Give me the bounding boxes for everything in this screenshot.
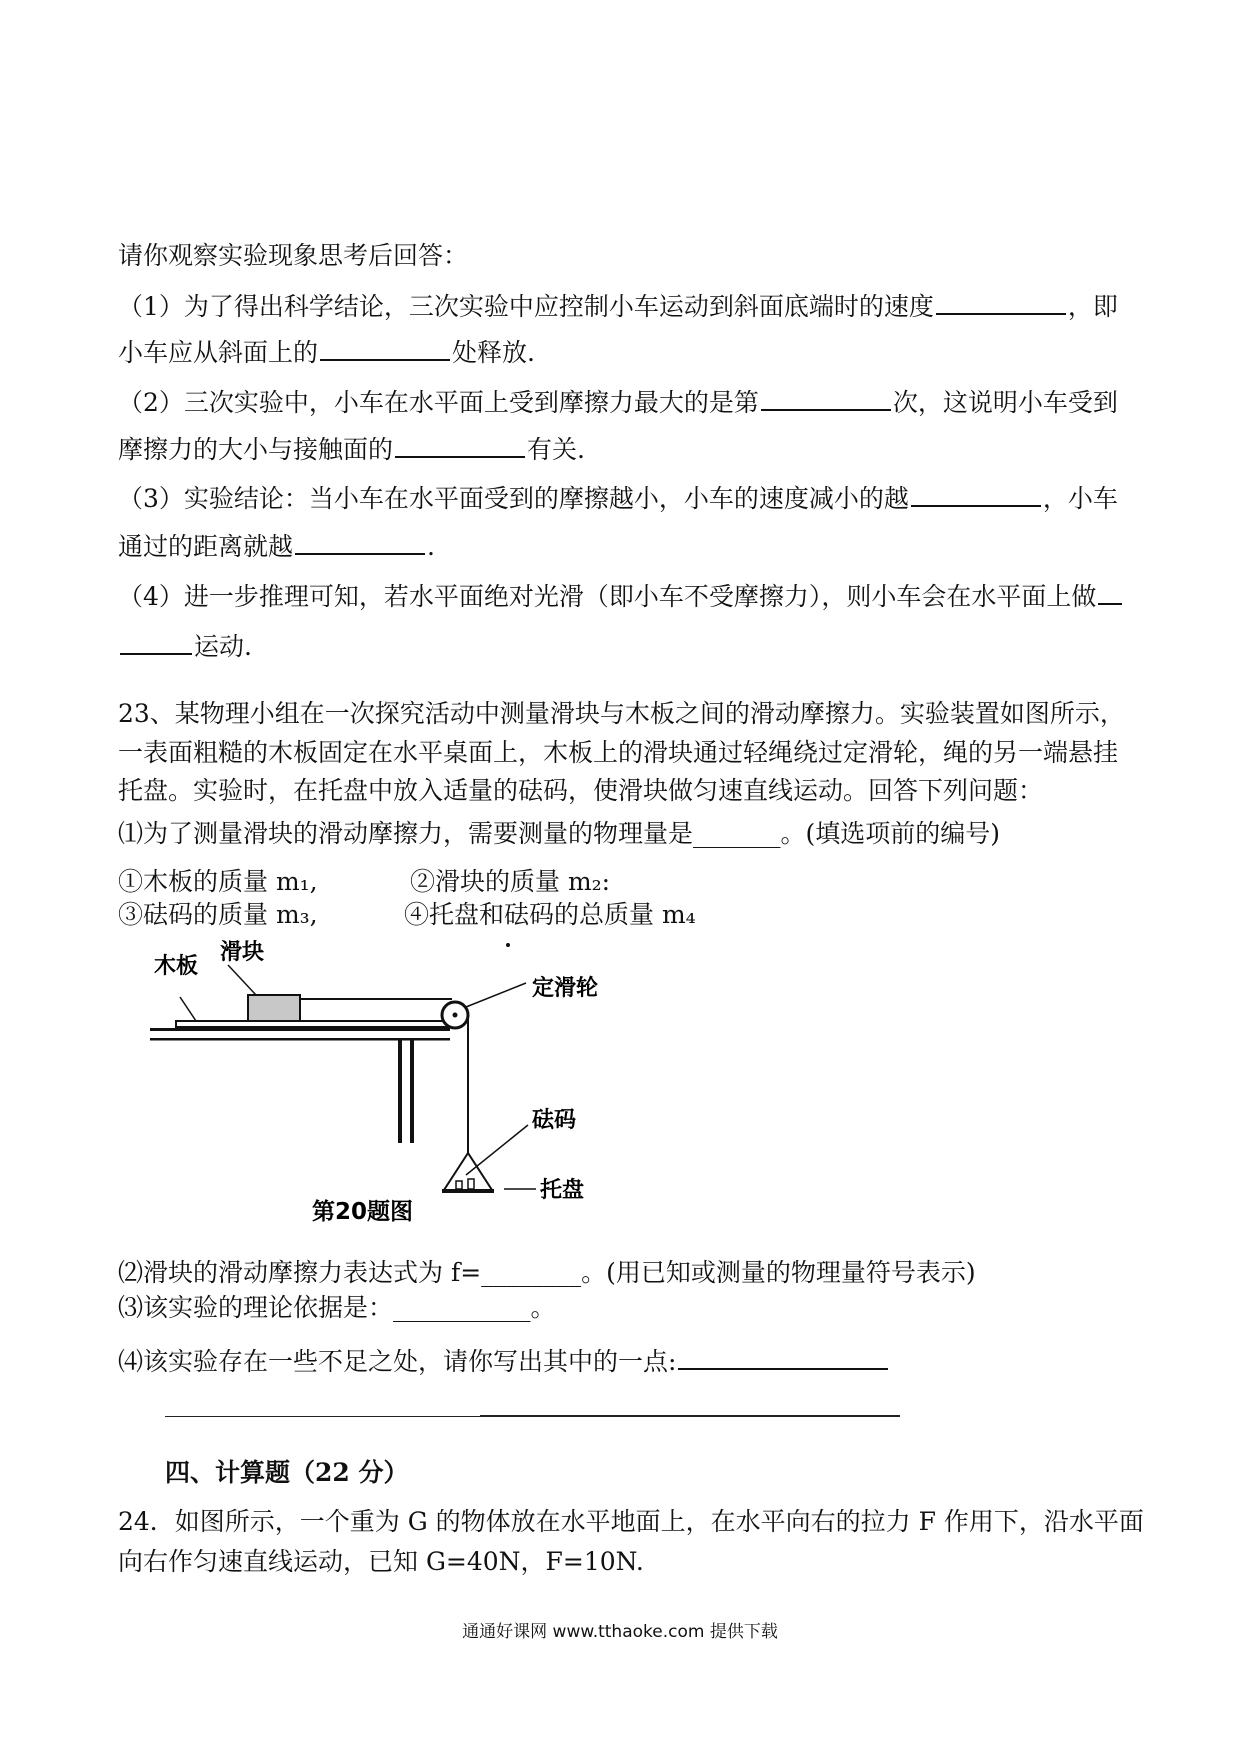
table-leg-left (398, 1040, 402, 1143)
answer-line-thin[interactable] (165, 1416, 480, 1417)
table-bottom-line (150, 1038, 450, 1041)
weight-shape-1 (456, 1181, 462, 1189)
label-tray: 托盘 (540, 1178, 585, 1203)
q3-line1 (118, 479, 1118, 515)
label-weight: 砝码 (532, 1108, 577, 1133)
p23-sub1-a: ⑴为了测量滑块的滑动摩擦力，需要测量的物理量是 (118, 819, 694, 848)
q2-text-b: 次，这说明小车受到 (892, 388, 1118, 417)
p23-sub2 (118, 1257, 976, 1289)
q1-blank-speed[interactable] (936, 287, 1066, 315)
q4-line1 (118, 577, 1124, 613)
leader-weight (466, 1125, 528, 1175)
pulley-axle (453, 1013, 458, 1018)
p23-option-4: ④托盘和砝码的总质量 m₄ (404, 900, 696, 929)
q2-text-d: 有关. (527, 435, 585, 464)
p23-sub1-c: 。(填选项前的编号) (780, 819, 1001, 848)
p24-line1: 24．如图所示，一个重为 G 的物体放在水平地面上，在水平向右的拉力 F 作用下，沿水平面 (118, 1507, 1144, 1536)
p23-sub3-c: 。 (530, 1293, 556, 1322)
p23-sub2-c: 。(用已知或测量的物理量符号表示) (581, 1258, 976, 1287)
stray-dot (506, 943, 510, 947)
p23-sub2-a: ⑵滑块的滑动摩擦力表达式为 f= (118, 1258, 482, 1287)
label-pulley: 定滑轮 (532, 976, 599, 1001)
weight-shape-2 (468, 1179, 474, 1189)
p23-line1: 23、某物理小组在一次探究活动中测量滑块与木板之间的滑动摩擦力。实验装置如图所示， (118, 699, 1125, 728)
friction-apparatus-figure (148, 935, 648, 1225)
q1-text-a: （1）为了得出科学结论，三次实验中应控制小车运动到斜面底端时的速度 (118, 292, 934, 321)
q2-blank-surface[interactable] (395, 430, 525, 458)
page-footer: 通通好课网 www.tthaoke.com 提供下载 (462, 1622, 778, 1642)
q3-text-d: . (427, 532, 435, 561)
label-block: 滑块 (220, 940, 265, 965)
p24-line2: 向右作匀速直线运动，已知 G=40N，F=10N. (118, 1547, 644, 1576)
p23-option-1: ①木板的质量 m₁, (118, 867, 318, 896)
p23-sub3-a: ⑶该实验的理论依据是： (118, 1293, 394, 1322)
q1-text-b: ，即 (1067, 292, 1118, 321)
q4-text-a: （4）进一步推理可知，若水平面绝对光滑（即小车不受摩擦力），则小车会在水平面上做 (118, 582, 1097, 611)
q3-text-a: （3）实验结论：当小车在水平面受到的摩擦越小，小车的速度减小的越 (118, 484, 909, 513)
q1-blank-position[interactable] (320, 333, 450, 361)
q1-line2 (118, 333, 535, 369)
p23-sub4-blank[interactable] (678, 1342, 888, 1370)
q2-line1 (118, 383, 1118, 419)
q2-line2 (118, 430, 585, 466)
q3-blank-distance[interactable] (295, 527, 425, 555)
q3-blank-slow[interactable] (911, 479, 1041, 507)
q1-text-c: 小车应从斜面上的 (118, 338, 319, 367)
q4-blank-part1[interactable] (1098, 577, 1122, 605)
p23-sub4-a: ⑷该实验存在一些不足之处，请你写出其中的一点: (118, 1347, 677, 1376)
p23-sub1 (118, 818, 1000, 850)
p23-sub3-blank[interactable]: ___________ (393, 1293, 531, 1322)
leader-block (228, 965, 256, 995)
p23-sub4 (118, 1342, 890, 1378)
q4-line2 (118, 627, 252, 663)
table-top-line (150, 1028, 450, 1031)
table-leg-right (410, 1040, 414, 1143)
section4-heading: 四、计算题（22 分） (165, 1458, 409, 1487)
p23-sub2-blank[interactable]: ________ (481, 1258, 582, 1287)
intro-text: 请你观察实验现象思考后回答： (118, 241, 469, 270)
q4-text-b: 运动. (194, 632, 252, 661)
q4-blank-part2[interactable] (120, 627, 192, 655)
p23-option-2: ②滑块的质量 m₂: (410, 867, 611, 896)
p23-line3: 托盘。实验时，在托盘中放入适量的砝码，使滑块做匀速直线运动。回答下列问题： (118, 776, 1044, 805)
answer-line-thick[interactable] (480, 1415, 900, 1417)
q3-text-c: 通过的距离就越 (118, 532, 294, 561)
q3-line2 (118, 527, 435, 563)
q2-text-a: （2）三次实验中，小车在水平面上受到摩擦力最大的是第 (118, 388, 759, 417)
figure-caption: 第20题图 (312, 1199, 414, 1225)
q3-text-b: ，小车 (1042, 484, 1118, 513)
leader-board (180, 997, 196, 1021)
label-board: 木板 (154, 954, 199, 979)
q1-line1 (118, 287, 1118, 323)
q2-blank-trial[interactable] (761, 383, 891, 411)
leader-pulley (466, 983, 526, 1007)
p23-sub3 (118, 1292, 556, 1324)
block-shape (248, 995, 300, 1021)
p23-sub1-blank[interactable]: _______ (693, 819, 781, 848)
p23-option-3: ③砝码的质量 m₃, (118, 900, 318, 929)
q1-text-d: 处释放. (452, 338, 535, 367)
p23-line2: 一表面粗糙的木板固定在水平桌面上，木板上的滑块通过轻绳绕过定滑轮，绳的另一端悬挂 (118, 738, 1119, 767)
board-shape (176, 1021, 461, 1027)
q2-text-c: 摩擦力的大小与接触面的 (118, 435, 394, 464)
